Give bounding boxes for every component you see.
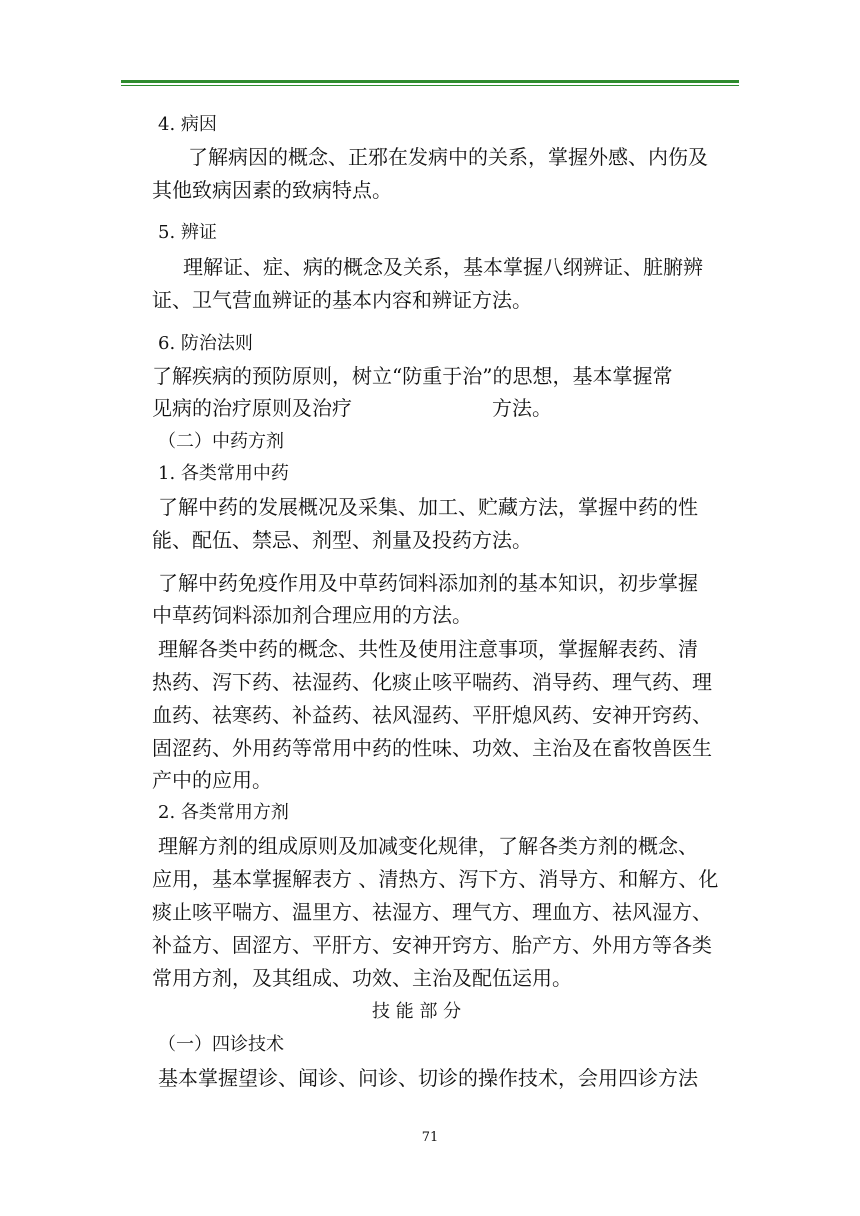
paragraph-line: 理解证、症、病的概念及关系，基本掌握八纲辨证、脏腑辨	[183, 255, 703, 279]
paragraph-line: 固涩药、外用药等常用中药的性味、功效、主治及在畜牧兽医生	[152, 736, 712, 760]
section-title-skills: 技 能 部 分	[372, 1001, 462, 1022]
paragraph-line: 热药、泻下药、祛湿药、化痰止咳平喘药、消导药、理气药、理	[152, 670, 712, 694]
paragraph-line: 了解病因的概念、正邪在发病中的关系，掌握外感、内伤及	[188, 145, 708, 169]
heading-6-prevention-treatment: 6. 防治法则	[158, 333, 253, 354]
header-rule	[121, 80, 739, 83]
paragraph-line: 其他致病因素的致病特点。	[152, 178, 392, 202]
heading-section-2-herbs-formulas: （二）中药方剂	[158, 431, 284, 452]
paragraph-line: 了解中药的发展概况及采集、加工、贮藏方法，掌握中药的性	[158, 495, 698, 519]
heading-2-common-formulas: 2. 各类常用方剂	[158, 802, 289, 823]
paragraph-line: 能、配伍、禁忌、剂型、剂量及投药方法。	[152, 528, 532, 552]
heading-section-1-four-diagnostics: （一）四诊技术	[158, 1034, 284, 1055]
paragraph-line: 血药、祛寒药、补益药、祛风湿药、平肝熄风药、安神开窍药、	[152, 703, 712, 727]
paragraph-line-tail: 方法。	[492, 396, 552, 420]
paragraph-line: 基本掌握望诊、闻诊、问诊、切诊的操作技术，会用四诊方法	[158, 1066, 698, 1090]
paragraph-line: 理解各类中药的概念、共性及使用注意事项，掌握解表药、清	[158, 637, 698, 661]
paragraph-line: 见病的治疗原则及治疗	[152, 396, 352, 420]
heading-1-common-herbs: 1. 各类常用中药	[158, 463, 289, 484]
paragraph-line: 了解疾病的预防原则，树立“防重于治”的思想，基本掌握常	[152, 364, 673, 388]
paragraph-line: 中草药饲料添加剂合理应用的方法。	[152, 603, 472, 627]
heading-5-syndrome-differentiation: 5. 辨证	[158, 222, 217, 243]
page-number: 71	[421, 1130, 439, 1145]
heading-4-etiology: 4. 病因	[158, 114, 217, 135]
header-rule-thin	[121, 85, 739, 86]
paragraph-line: 理解方剂的组成原则及加减变化规律，了解各类方剂的概念、	[158, 834, 698, 858]
paragraph-line: 应用，基本掌握解表方 、清热方、泻下方、消导方、和解方、化	[152, 867, 719, 891]
paragraph-line: 产中的应用。	[152, 768, 272, 792]
paragraph-line: 证、卫气营血辨证的基本内容和辨证方法。	[152, 288, 532, 312]
paragraph-line: 常用方剂，及其组成、功效、主治及配伍运用。	[152, 966, 572, 990]
paragraph-line: 补益方、固涩方、平肝方、安神开窍方、胎产方、外用方等各类	[152, 933, 712, 957]
paragraph-line: 痰止咳平喘方、温里方、祛湿方、理气方、理血方、祛风湿方、	[152, 900, 712, 924]
paragraph-line: 了解中药免疫作用及中草药饲料添加剂的基本知识，初步掌握	[158, 571, 698, 595]
